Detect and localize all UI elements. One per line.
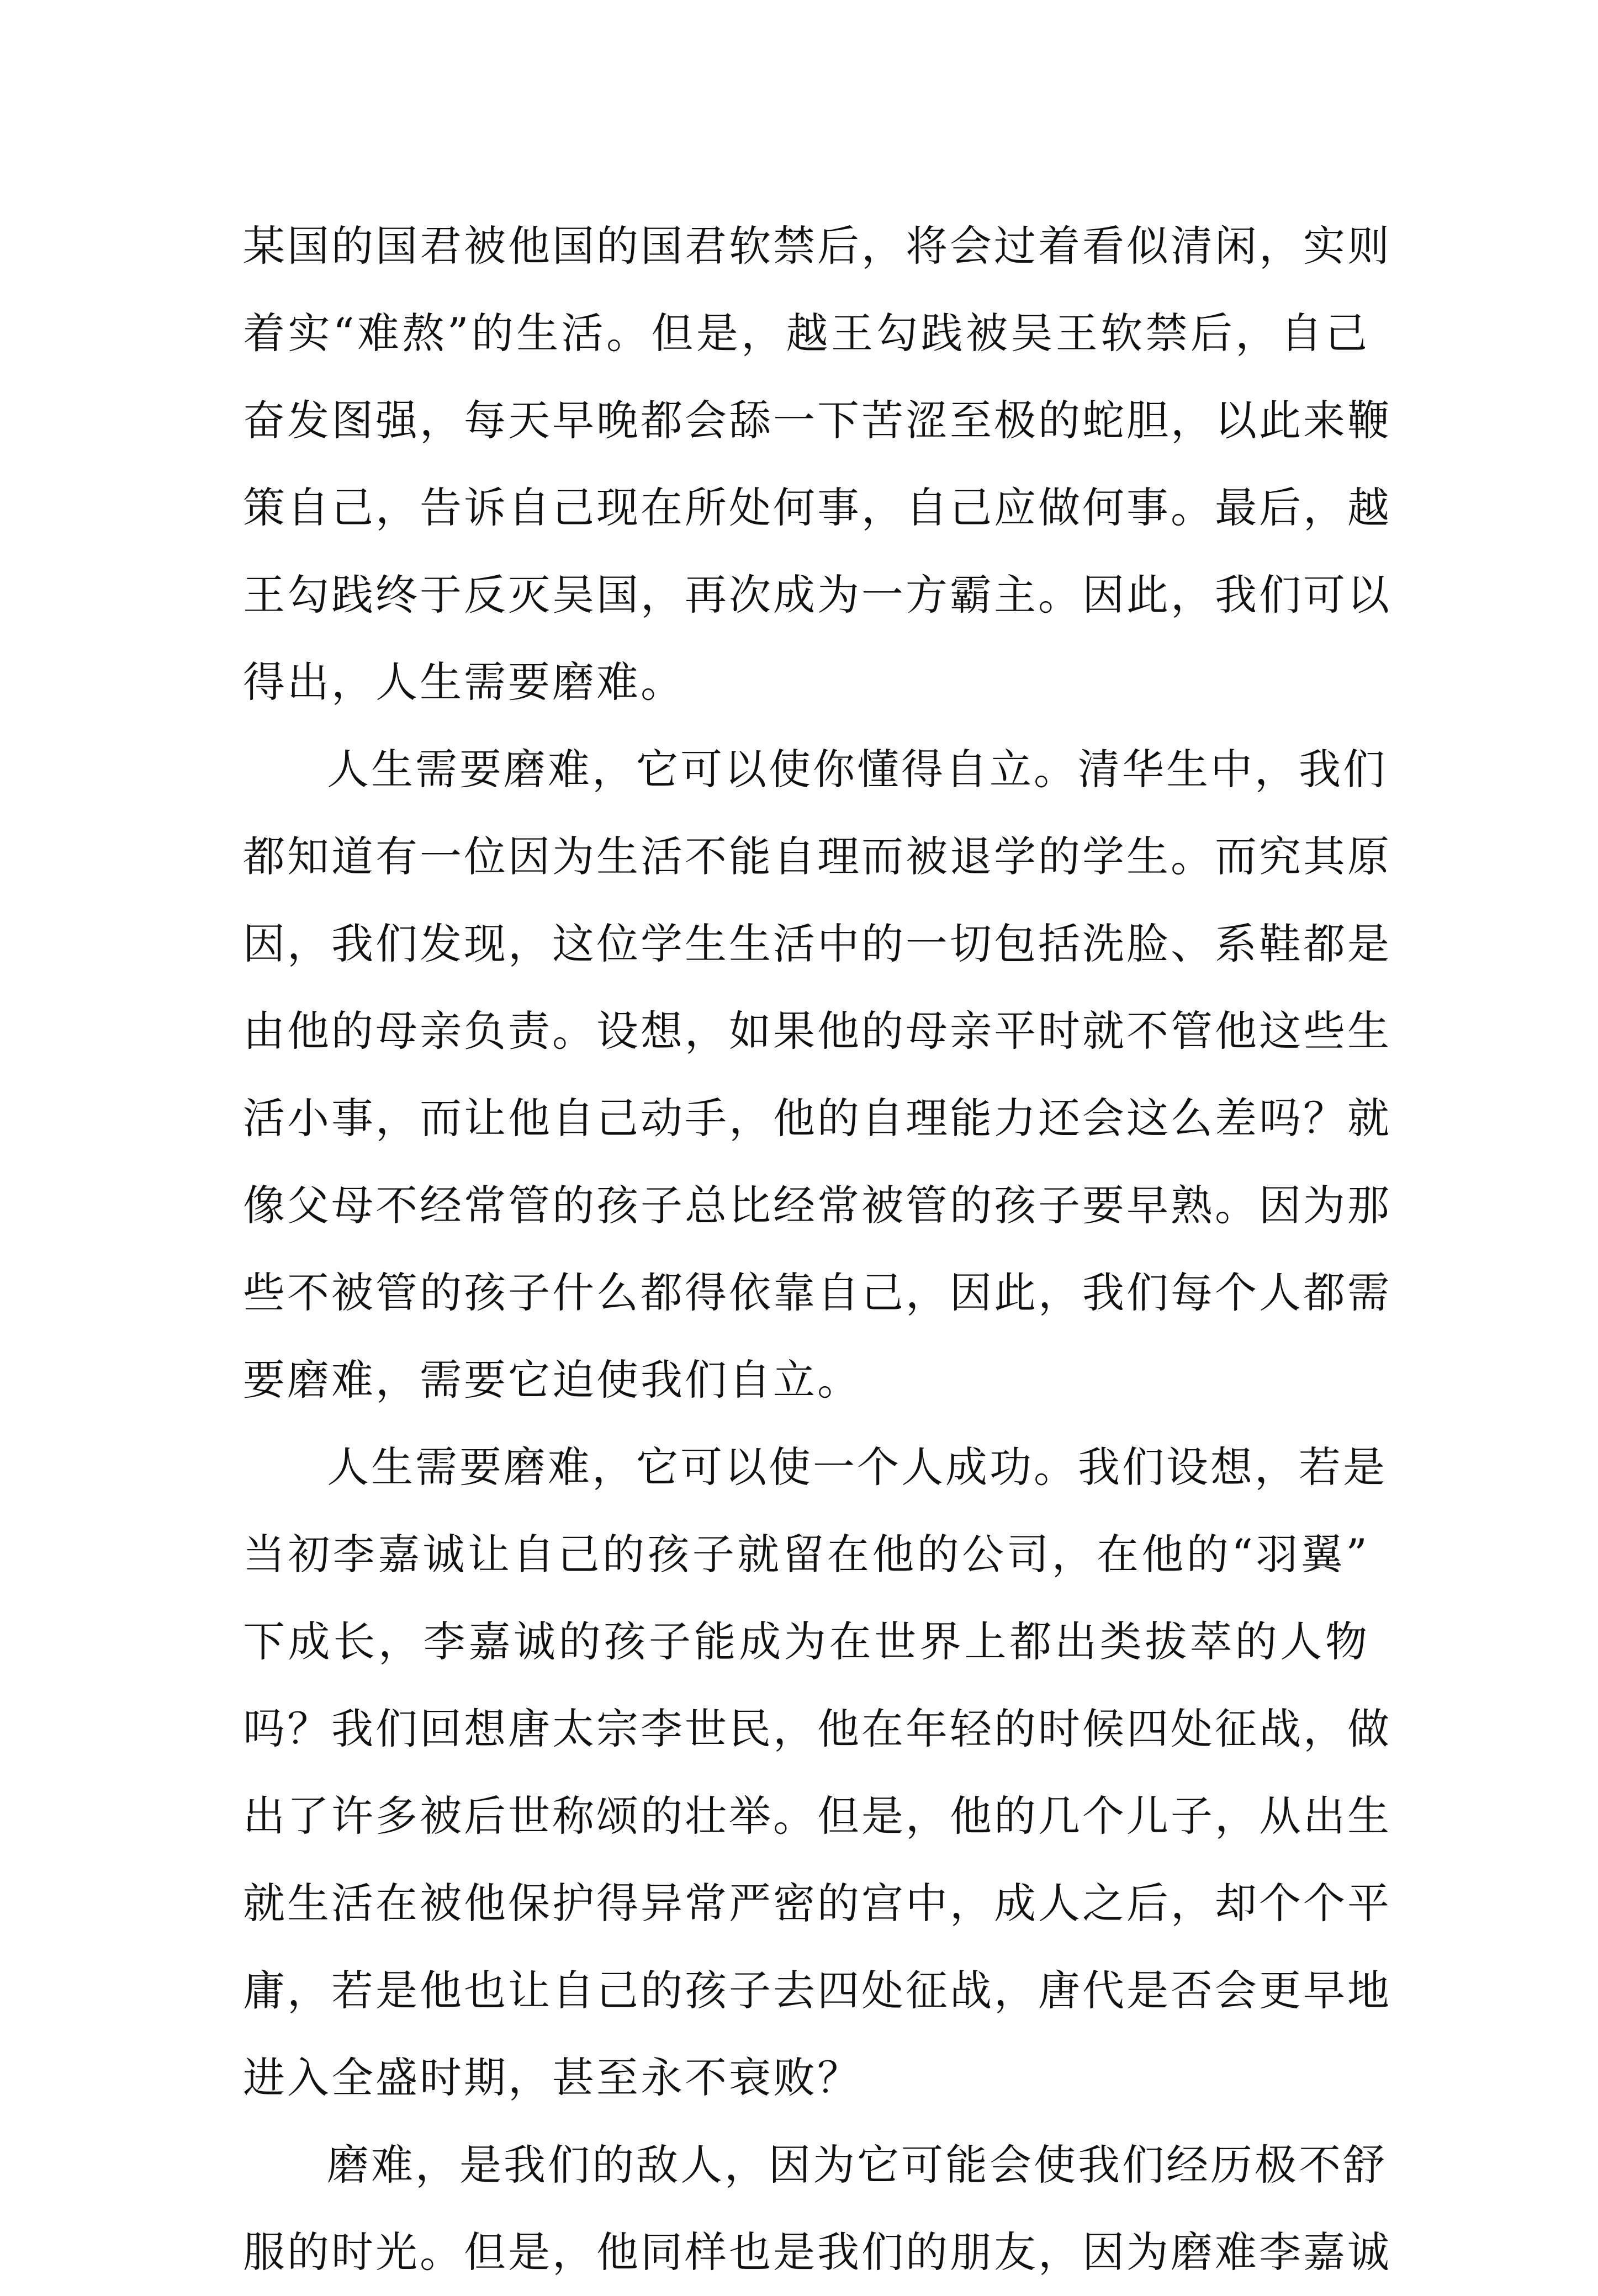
paragraph-2 [243,726,1391,1424]
text-line: 出了许多被后世称颂的壮举。但是，他的几个儿子，从出生 [243,1791,1391,1841]
paragraph-1 [243,203,1391,726]
text-line: 都知道有一位因为生活不能自理而被退学的学生。而究其原 [243,832,1391,881]
text-line: 奋发图强，每天早晚都会舔一下苦涩至极的蛇胆，以此来鞭 [243,396,1391,445]
text-line: 某国的国君被他国的国君软禁后，将会过着看似清闲，实则 [243,221,1391,271]
text-line: 像父母不经常管的孩子总比经常被管的孩子要早熟。因为那 [243,1181,1391,1230]
body-text [243,203,1391,2296]
text-line: 人生需要磨难，它可以使一个人成功。我们设想，若是 [327,1443,1387,1492]
text-line: 进入全盛时期，甚至永不衰败？ [243,2053,861,2102]
text-line: 得出，人生需要磨难。 [243,657,685,707]
text-line: 人生需要磨难，它可以使你懂得自立。清华生中，我们 [327,745,1387,794]
text-line: 因，我们发现，这位学生生活中的一切包括洗脸、系鞋都是 [243,919,1391,968]
text-line: 就生活在被他保护得异常严密的宫中，成人之后，却个个平 [243,1879,1391,1928]
text-line: 服的时光。但是，他同样也是我们的朋友，因为磨难李嘉诚 [243,2228,1391,2277]
text-line: 王勾践终于反灭吴国，再次成为一方霸主。因此，我们可以 [243,570,1391,619]
text-line: 由他的母亲负责。设想，如果他的母亲平时就不管他这些生 [243,1006,1391,1056]
text-line: 策自己，告诉自己现在所处何事，自己应做何事。最后，越 [243,483,1391,532]
text-line: 着实“难熬”的生活。但是，越王勾践被吴王软禁后，自己 [243,309,1369,358]
text-line: 当初李嘉诚让自己的孩子就留在他的公司，在他的“羽翼” [243,1530,1369,1579]
paragraph-3 [243,1424,1391,2122]
text-line: 吗？我们回想唐太宗李世民，他在年轻的时候四处征战，做 [243,1704,1391,1753]
text-line: 下成长，李嘉诚的孩子能成为在世界上都出类拔萃的人物 [243,1617,1369,1666]
text-line: 庸，若是他也让自己的孩子去四处征战，唐代是否会更早地 [243,1966,1391,2015]
text-line: 活小事，而让他自己动手，他的自理能力还会这么差吗？就 [243,1094,1391,1143]
paragraph-4 [243,2122,1391,2296]
text-line: 些不被管的孩子什么都得依靠自己，因此，我们每个人都需 [243,1268,1391,1317]
text-line: 磨难，是我们的敌人，因为它可能会使我们经历极不舒 [327,2140,1387,2189]
text-line: 要磨难，需要它迫使我们自立。 [243,1355,861,1404]
